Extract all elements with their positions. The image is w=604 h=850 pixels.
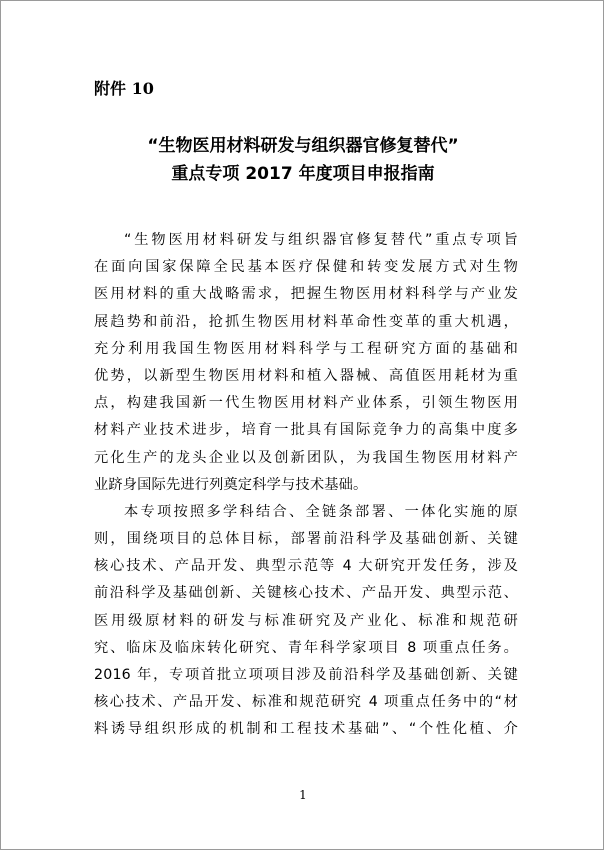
title-line-1: “生物医用材料研发与组织器官修复替代” [147,136,459,156]
page-number: 1 [299,788,307,802]
body-line: 究、临床及临床转化研究、青年科学家项目 8 项重点任务。 [94,639,518,656]
body-text [94,227,518,744]
body-line: 优势，以新型生物医用材料和植入器械、高值医用耗材为重 [94,367,518,384]
body-line: 料诱导组织形成的机制和工程技术基础”、“个性化植、介 [94,721,518,738]
body-line: 材料产业技术进步，培育一批具有国际竞争力的高集中度多 [94,422,518,439]
title-line-2: 重点专项 2017 年度项目申报指南 [171,164,435,184]
body-line: 核心技术、产品开发、标准和规范研究 4 项重点任务中的“材 [94,694,518,711]
body-line: 展趋势和前沿，抢抓生物医用材料革命性变革的重大机遇， [94,313,518,330]
body-line: 业跻身国际先进行列奠定科学与技术基础。 [94,476,368,493]
body-line: 本专项按照多学科结合、全链条部署、一体化实施的原 [124,503,518,520]
body-line: 在面向国家保障全民基本医疗保健和转变发展方式对生物 [94,259,518,276]
body-line: 2016 年，专项首批立项项目涉及前沿科学及基础创新、关键 [94,667,518,683]
body-line: 医用材料的重大战略需求，把握生物医用材料科学与产业发 [94,286,518,303]
body-line: 医用级原材料的研发与标准研究及产业化、标准和规范研 [94,612,518,629]
body-line: 充分利用我国生物医用材料科学与工程研究方面的基础和 [94,340,518,357]
body-line: 核心技术、产品开发、典型示范等 4 大研究开发任务，涉及 [94,558,518,575]
body-line: 则，围绕项目的总体目标，部署前沿科学及基础创新、关键 [94,531,518,548]
attachment-label: 附件 10 [94,79,154,98]
body-line: 前沿科学及基础创新、关键核心技术、产品开发、典型示范、 [94,585,518,602]
body-line: 元化生产的龙头企业以及创新团队，为我国生物医用材料产 [94,449,518,466]
body-line: 点，构建我国新一代生物医用材料产业体系，引领生物医用 [94,395,518,412]
body-line: “生物医用材料研发与组织器官修复替代”重点专项旨 [124,232,518,248]
